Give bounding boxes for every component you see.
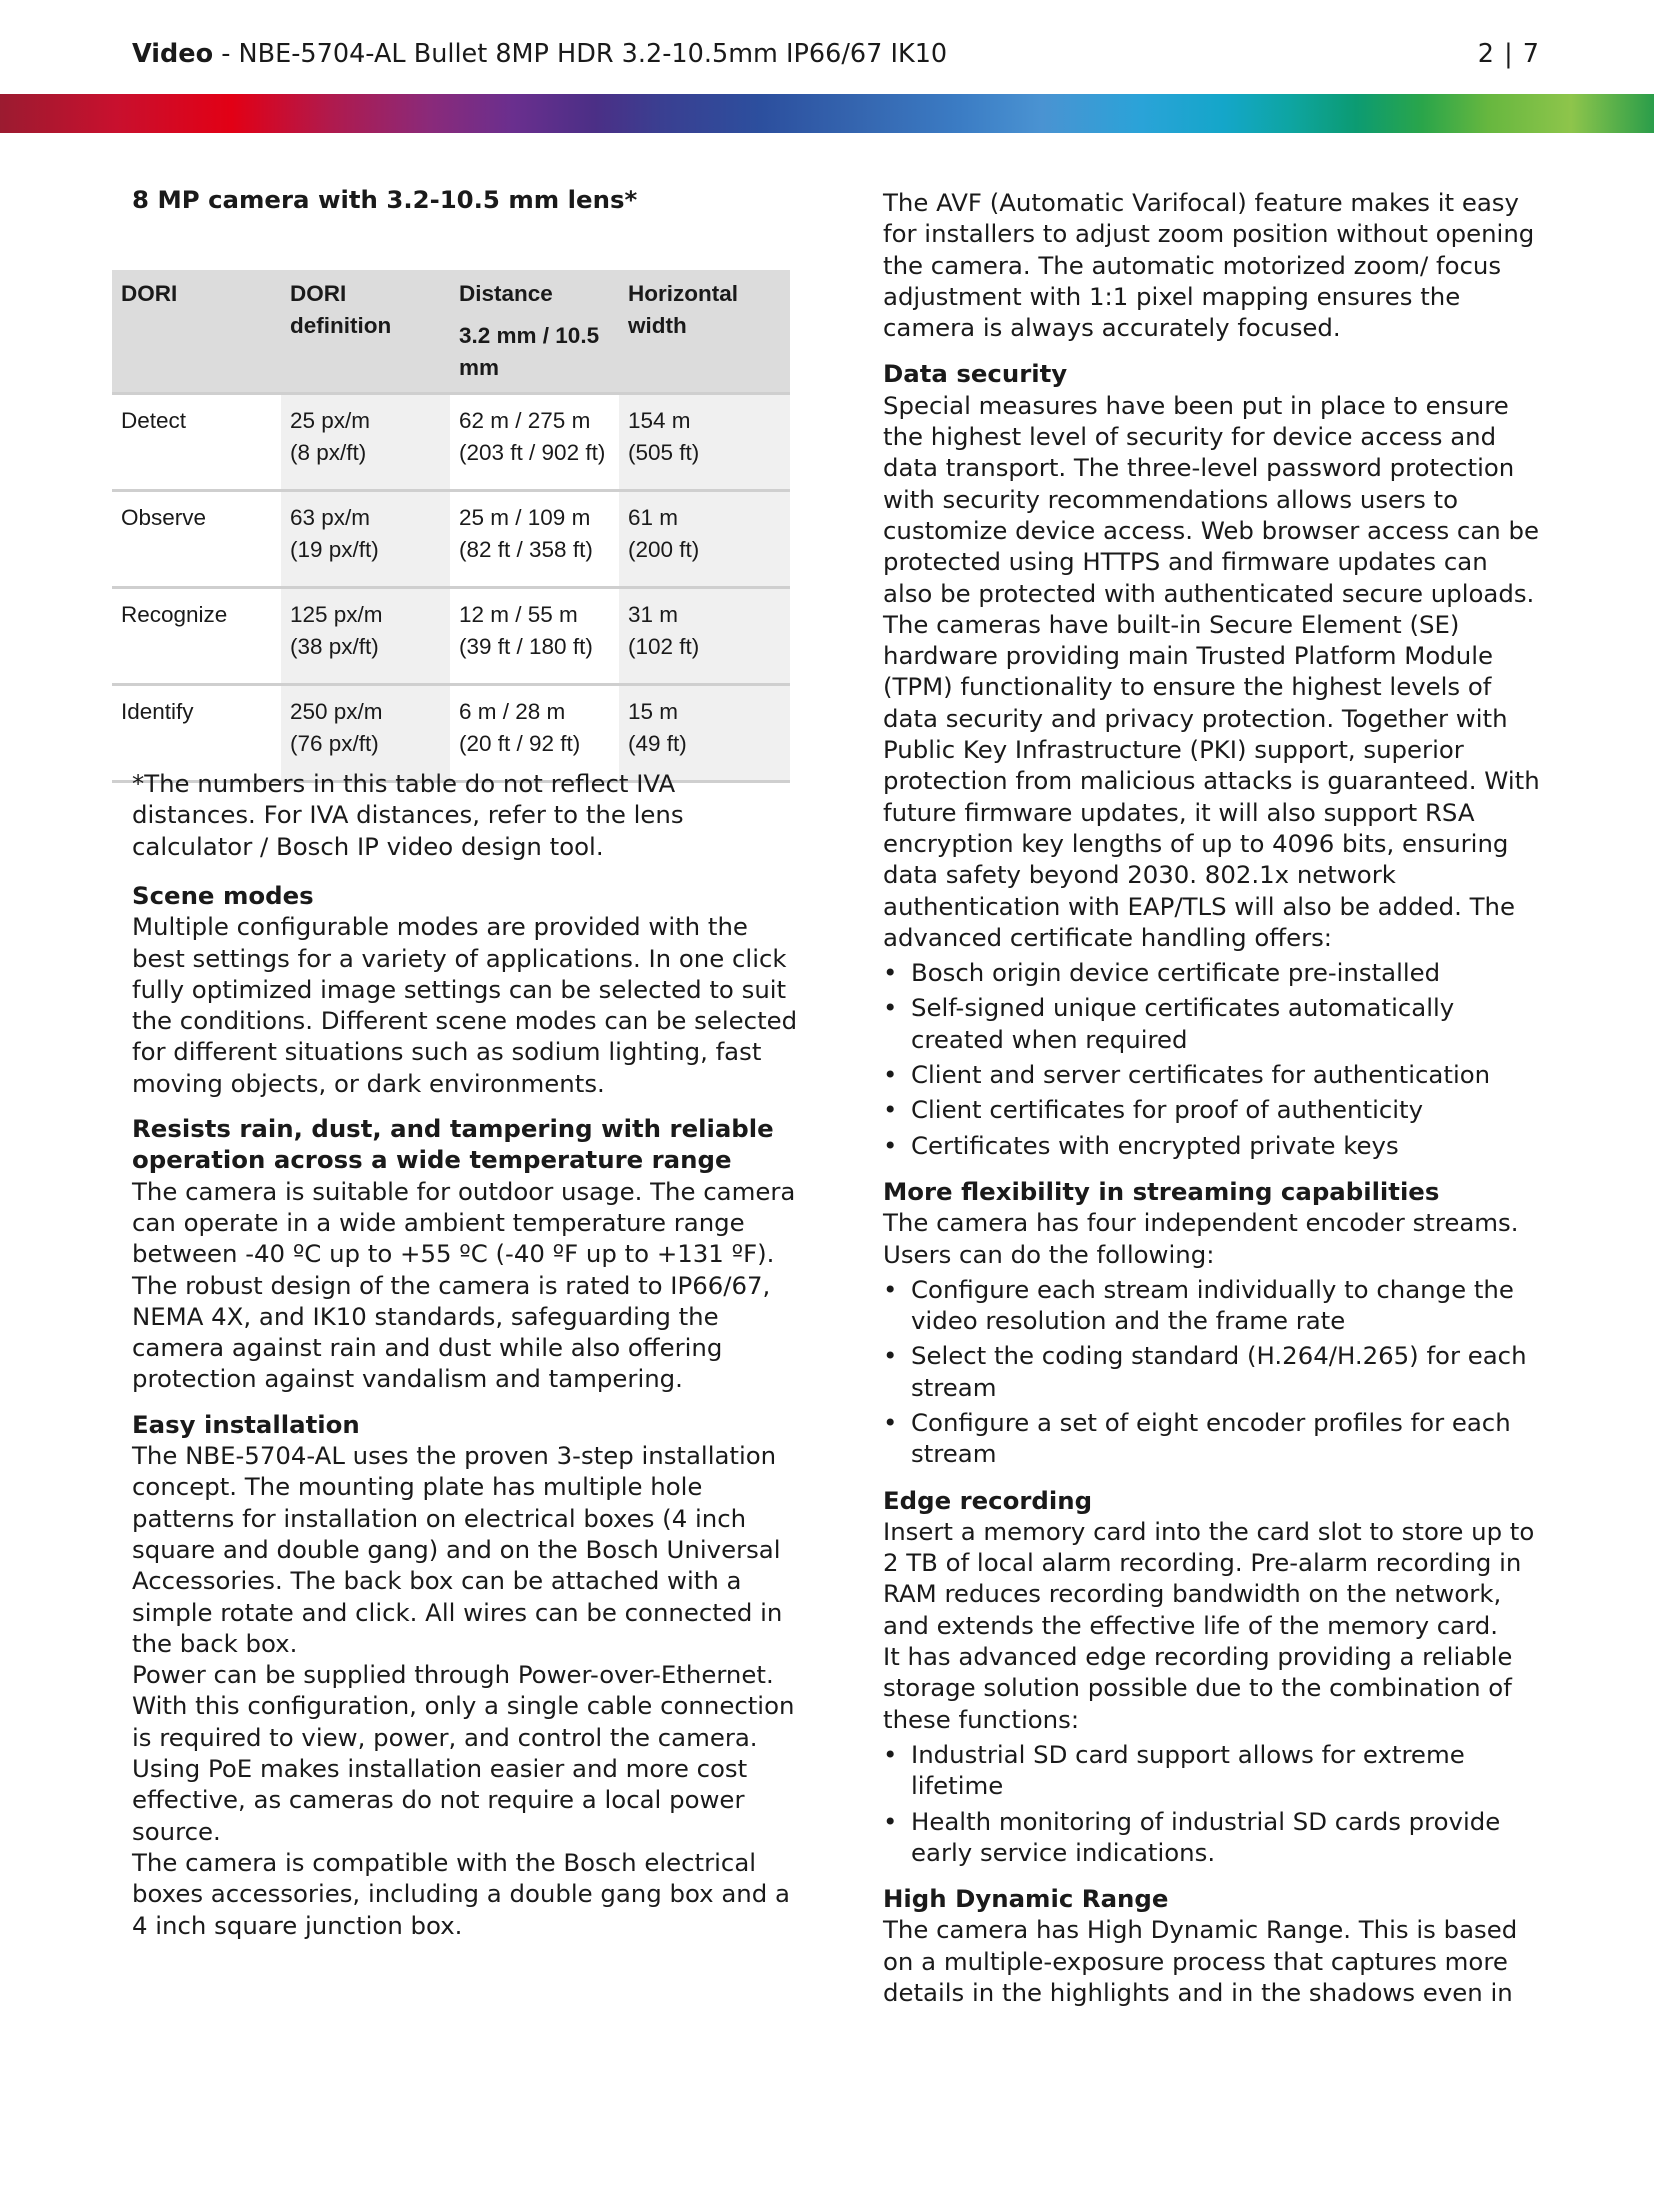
page-number: 2 | 7 [1477,39,1540,69]
width-metric: 154 m [628,408,691,433]
table-row [112,394,790,491]
def-imperial: (8 px/ft) [290,440,367,465]
width-metric: 15 m [628,699,679,724]
dist-metric: 25 m / 109 m [459,505,591,530]
width-metric: 31 m [628,602,679,627]
edge-bullet-list [883,1739,1543,1868]
row-name: Identify [112,685,281,782]
table-header-row [112,270,790,394]
row-distance [450,685,619,782]
row-definition [281,588,450,685]
dist-metric: 12 m / 55 m [459,602,578,627]
table-title: 8 MP camera with 3.2-10.5 mm lens* [132,185,638,214]
row-definition [281,491,450,588]
width-metric: 61 m [628,505,679,530]
width-imperial: (102 ft) [628,634,700,659]
section-text-edge-2: It has advanced edge recording providing a reliable storage solution possible due to the combination of these functions: [883,1642,1513,1734]
dist-metric: 62 m / 275 m [459,408,591,433]
def-imperial: (76 px/ft) [290,731,379,756]
table-row [112,491,790,588]
dist-imperial: (82 ft / 358 ft) [459,537,593,562]
section-heading-edge-recording: Edge recording [883,1485,1093,1515]
header-distance-sub: 3.2 mm / 10.5 mm [459,323,600,380]
section-text-avf: The AVF (Automatic Varifocal) feature makes it easy for installers to adjust zoom position without opening the camera. The automatic motorized zoom/ focus adjustment with 1:1 pixel mapping ensures the camera is always accurately focused. [883,188,1535,343]
section-heading-installation: Easy installation [132,1409,360,1439]
table-footnote: *The numbers in this table do not reflect IVA distances. For IVA distances, refer to the lens calculator / Bosch IP video design tool. [132,769,684,861]
doc-title: - NBE-5704-AL Bullet 8MP HDR 3.2-10.5mm IP66/67 IK10 [213,39,948,69]
section-heading-hdr: High Dynamic Range [883,1884,1169,1914]
section-text-installation-3: The camera is compatible with the Bosch electrical boxes accessories, including a double gang box and a 4 inch square junction box. [132,1847,790,1940]
section-text-security: Special measures have been put in place to ensure the highest level of security for device access and data transport. The three-level password protection with security recommendations allows users to customize device access. Web browser access can be protected using HTTPS and firmware updates can also be protected with authenticated secure uploads. The cameras have built-in Secure Element (SE) hardware providing main Trusted Platform Module (TPM) functionality to ensure the highest levels of data security and privacy protection. Together with Public Key Infrastructure (PKI) support, superior protection from malicious attacks is guaranteed. With future firmware updates, it will also support RSA encryption key lengths of up to 4096 bits, ensuring data safety beyond 2030. 802.1x network authentication with EAP/TLS will also be added. The advanced certificate handling offers: [883,390,1540,952]
section-text-edge-1: Insert a memory card into the card slot to store up to 2 TB of local alarm recording. Pre-alarm recording in RAM reduces recording bandwidth on the network, and extends the effective life of the memory card. [883,1516,1535,1640]
security-bullet-list [883,957,1543,1161]
section-heading-streaming: More flexibility in streaming capabilities [883,1176,1440,1206]
table-row [112,685,790,782]
doc-kind: Video [132,39,214,69]
list-item: • Configure each stream individually to change the video resolution and the frame rate [883,1274,1543,1337]
header-horizontal-width: Horizontal width [619,270,790,394]
section-heading-rain: Resists rain, dust, and tampering with reliable operation across a wide temperature range [132,1114,774,1175]
section-text-rain-2: The robust design of the camera is rated to IP66/67, NEMA 4X, and IK10 standards, safeguarding the camera against rain and dust while also offering protection against vandalism and tampering. [132,1270,771,1394]
def-metric: 63 px/m [290,505,371,530]
list-item: • Self-signed unique certificates automatically created when required [883,992,1543,1055]
list-item: • Bosch origin device certificate pre-installed [883,957,1543,988]
row-distance [450,394,619,491]
width-imperial: (505 ft) [628,440,700,465]
dist-imperial: (203 ft / 902 ft) [459,440,606,465]
list-item: • Certificates with encrypted private keys [883,1130,1543,1161]
table-row [112,588,790,685]
dist-metric: 6 m / 28 m [459,699,566,724]
header-distance-label: Distance [459,281,553,306]
streaming-bullet-list [883,1274,1543,1470]
header-dori: DORI [112,270,281,394]
section-heading-security: Data security [883,359,1068,389]
list-item: • Client certificates for proof of authenticity [883,1094,1543,1125]
def-metric: 250 px/m [290,699,383,724]
width-imperial: (200 ft) [628,537,700,562]
section-text-streaming: The camera has four independent encoder streams. Users can do the following: [883,1208,1519,1269]
row-width [619,491,790,588]
left-column [132,868,798,1941]
row-name: Observe [112,491,281,588]
section-text-installation-2: Power can be supplied through Power-over-Ethernet. With this configuration, only a single cable connection is required to view, power, and control the camera. Using PoE makes installation easier and more cost effective, as cameras do not require a local power source. [132,1660,795,1846]
row-distance [450,588,619,685]
section-heading-scene-modes: Scene modes [132,881,314,910]
section-text-hdr: The camera has High Dynamic Range. This is based on a multiple-exposure process that captures more details in the highlights and in the shadows even in [883,1915,1518,2008]
table-title-block [132,184,798,215]
list-item: • Configure a set of eight encoder profiles for each stream [883,1407,1543,1470]
list-item: • Select the coding standard (H.264/H.265) for each stream [883,1340,1543,1403]
def-imperial: (38 px/ft) [290,634,379,659]
dori-table [112,270,790,783]
right-column [883,187,1543,2008]
row-width [619,685,790,782]
dist-imperial: (20 ft / 92 ft) [459,731,581,756]
header-dori-definition: DORI definition [281,270,450,394]
list-item: • Client and server certificates for authentication [883,1059,1543,1090]
row-width [619,588,790,685]
def-metric: 25 px/m [290,408,371,433]
row-definition [281,394,450,491]
section-text-scene-modes: Multiple configurable modes are provided with the best settings for a variety of applications. In one click fully optimized image settings can be selected to suit the conditions. Different scene modes can be selected for different situations such as sodium lighting, fast moving objects, or dark environments. [132,912,798,1098]
width-imperial: (49 ft) [628,731,687,756]
row-distance [450,491,619,588]
row-name: Recognize [112,588,281,685]
color-band [0,94,1654,133]
page-header [132,34,1540,74]
dist-imperial: (39 ft / 180 ft) [459,634,593,659]
list-item: • Health monitoring of industrial SD cards provide early service indications. [883,1806,1543,1869]
header-distance [450,270,619,394]
list-item: • Industrial SD card support allows for extreme lifetime [883,1739,1543,1802]
section-text-rain-1: The camera is suitable for outdoor usage. The camera can operate in a wide ambient temperature range between -40 ºC up to +55 ºC (-40 ºF up to +131 ºF). [132,1176,796,1269]
row-name: Detect [112,394,281,491]
row-definition [281,685,450,782]
def-metric: 125 px/m [290,602,383,627]
def-imperial: (19 px/ft) [290,537,379,562]
section-text-installation-1: The NBE-5704-AL uses the proven 3-step installation concept. The mounting plate has multiple hole patterns for installation on electrical boxes (4 inch square and double gang) and on the Bosch Universal Accessories. The back box can be attached with a simple rotate and click. All wires can be connected in the back box. [132,1441,783,1658]
row-width [619,394,790,491]
